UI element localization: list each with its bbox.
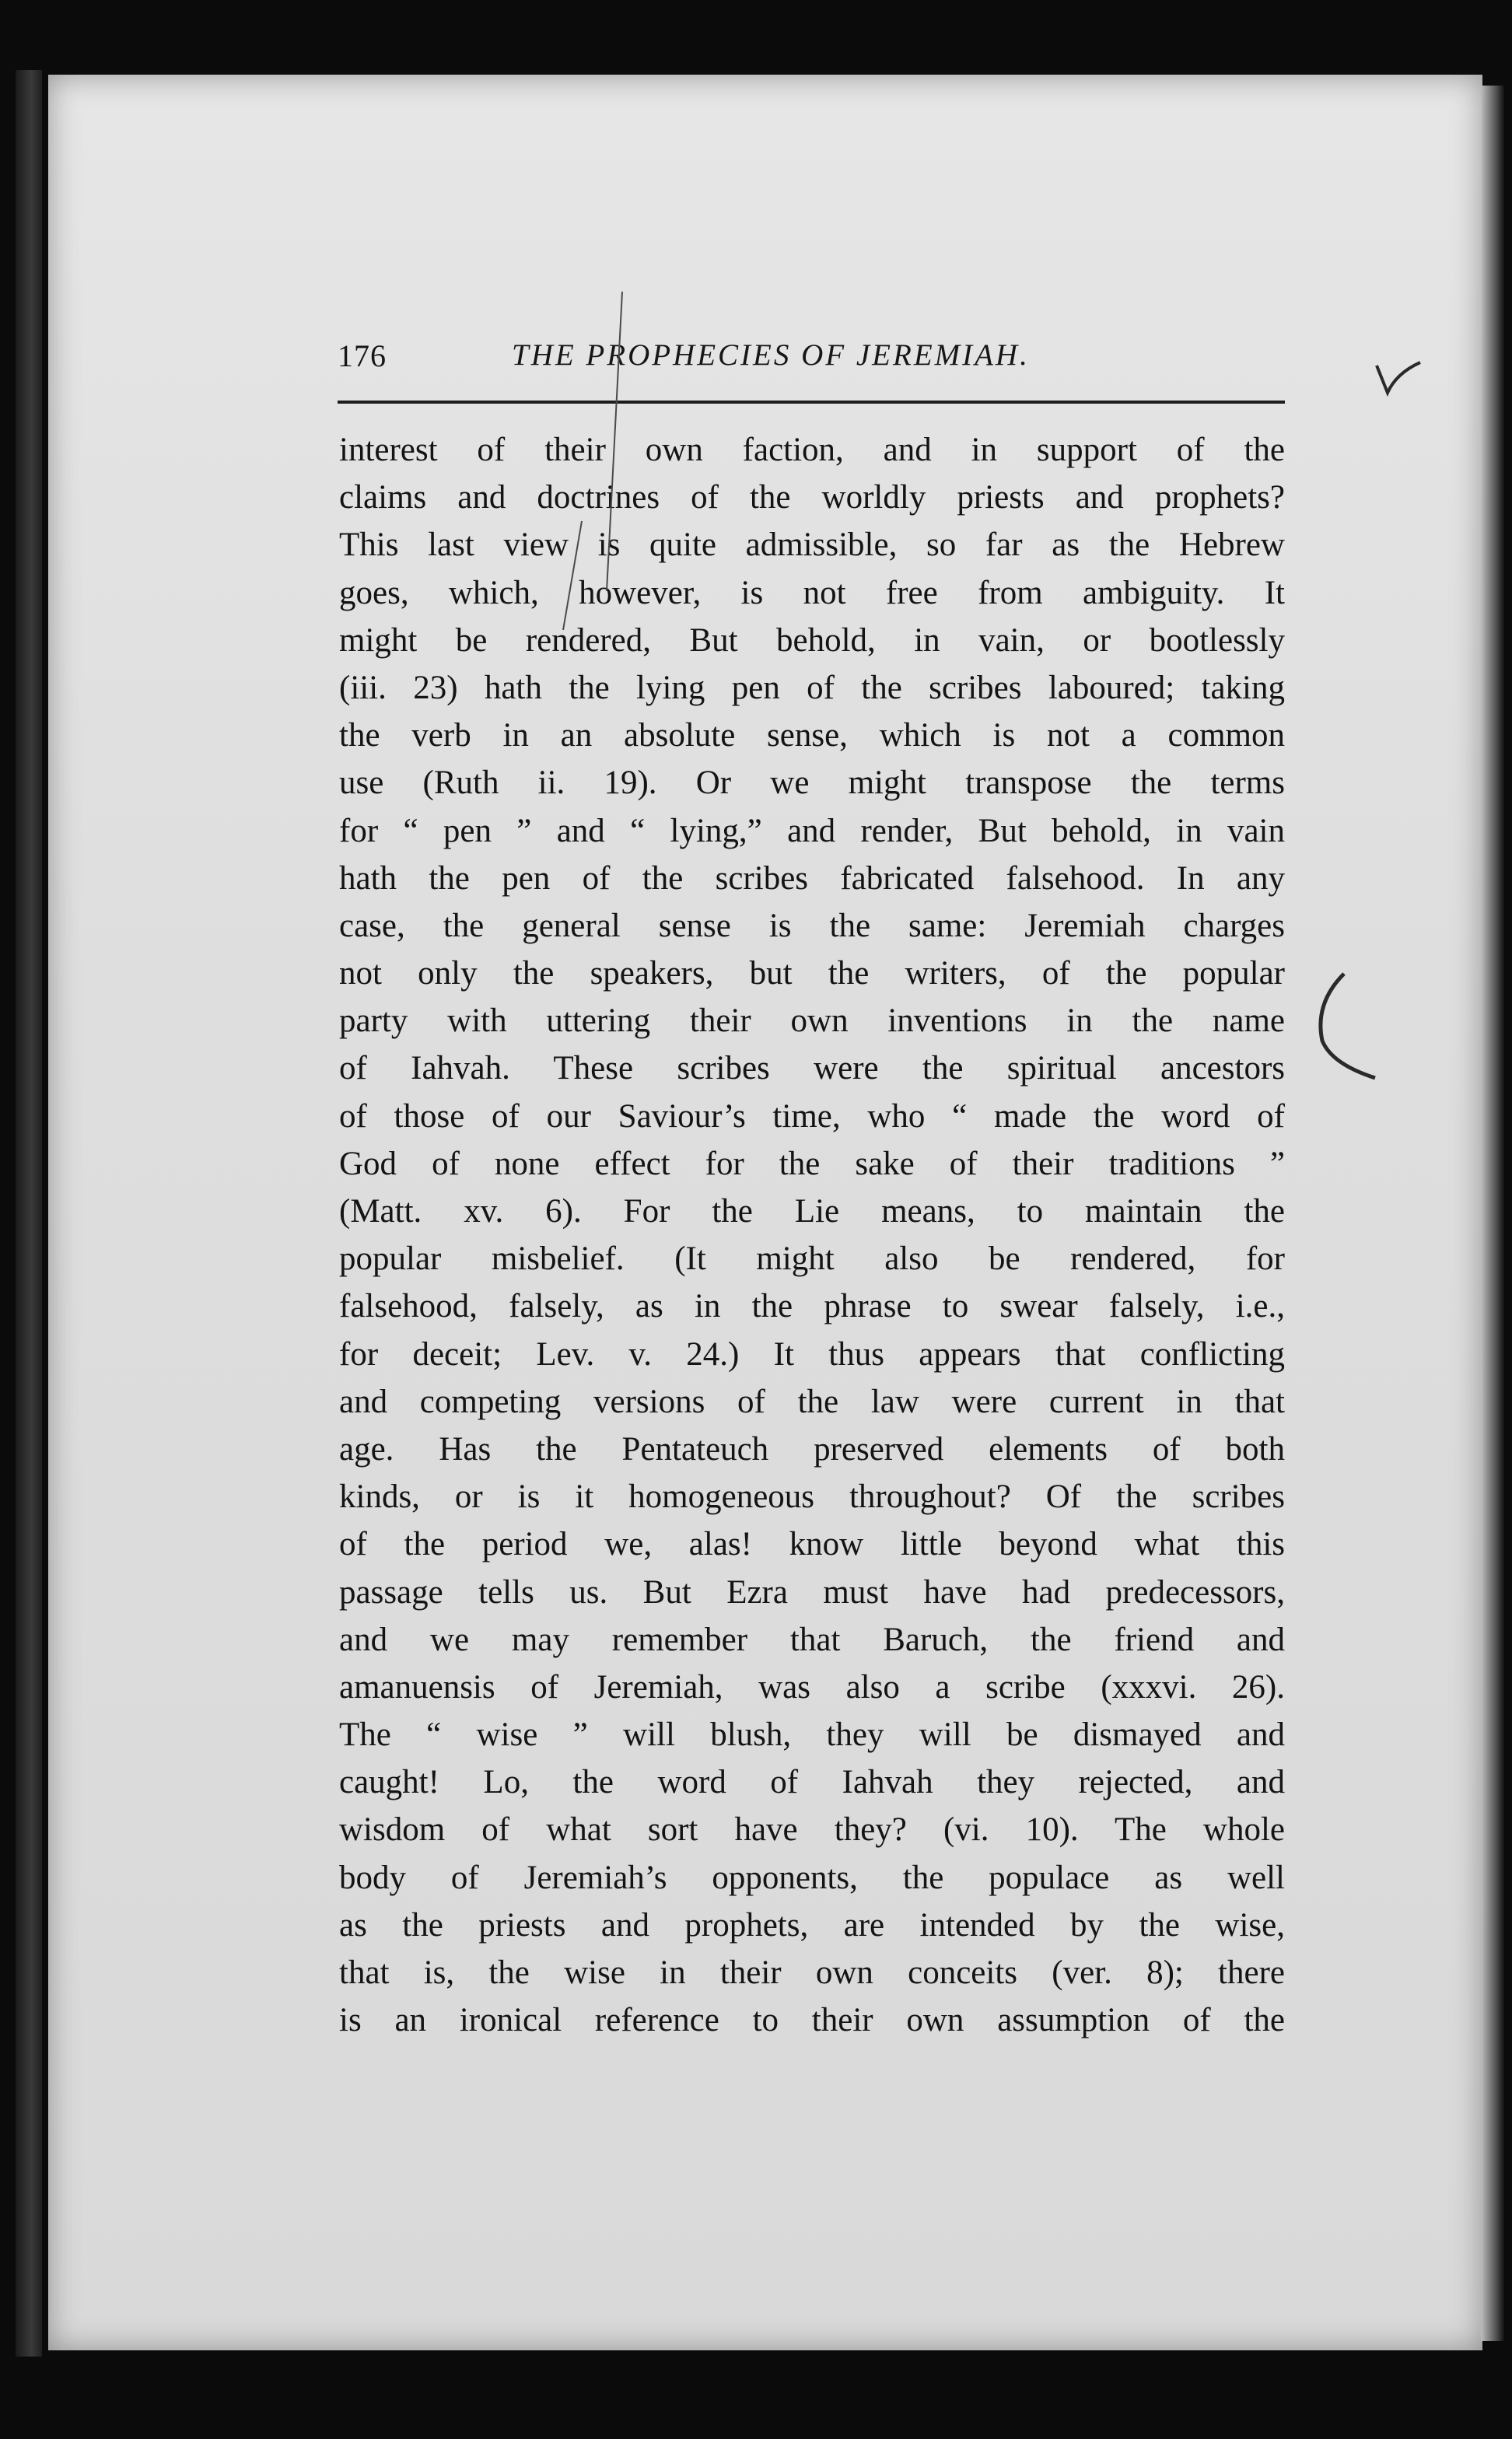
text-line (339, 1664, 1285, 1711)
text-line (339, 712, 1285, 759)
text-line (339, 997, 1285, 1045)
line-segment: of Iahvah. These scribes were the spiritual ancestors (339, 1050, 1285, 1087)
body-text (339, 426, 1285, 2044)
text-line (339, 1045, 1285, 1092)
text-line (339, 1235, 1285, 1282)
line-segment: God of none effect for the sake of their traditions ” (339, 1145, 1285, 1182)
text-line (339, 617, 1285, 664)
text-line (339, 1711, 1285, 1758)
text-line (339, 950, 1285, 997)
line-segment: claims and doctrines of the worldly priests and prophets? (339, 479, 1285, 516)
text-line (339, 1093, 1285, 1140)
text-line (339, 569, 1285, 617)
text-line (339, 521, 1285, 569)
text-line (339, 1331, 1285, 1378)
line-segment: falsehood, falsely, as in the phrase to swear falsely, i.e., (339, 1288, 1285, 1325)
text-line (339, 1520, 1285, 1568)
line-segment: age. Has the Pentateuch preserved elements of both (339, 1430, 1285, 1468)
line-segment: not only the speakers, but the writers, of the popular (339, 955, 1285, 992)
line-segment: is an ironical reference to their own assumption of the (339, 2002, 1285, 2039)
text-line (339, 1569, 1285, 1616)
text-line (339, 1854, 1285, 1902)
text-line (339, 1378, 1285, 1426)
line-segment: goes, which, however, is not free from ambiguity. It (339, 574, 1285, 611)
line-segment: the verb in an absolute sense, which is not a common (339, 717, 1285, 754)
line-segment: and competing versions of the law were current in that (339, 1383, 1285, 1420)
header-rule (338, 401, 1285, 404)
line-segment: popular misbelief. (It might also be rendered, for (339, 1240, 1285, 1278)
line-segment: and we may remember that Baruch, the friend and (339, 1621, 1285, 1658)
text-line (339, 474, 1285, 521)
line-segment: This last view is quite admissible, so far as the Hebrew (339, 527, 1285, 564)
text-line (339, 1996, 1285, 2044)
line-segment: The “ wise ” will blush, they will be dismayed and (339, 1716, 1285, 1754)
line-segment: interest of their own faction, and in support of the (339, 432, 1285, 468)
text-line (339, 807, 1285, 855)
text-line (339, 1282, 1285, 1330)
line-segment: case, the general sense is the same: Jeremiah charges (339, 907, 1285, 944)
line-segment: body of Jeremiah’s opponents, the populace as well (339, 1859, 1285, 1896)
line-segment: kinds, or is it homogeneous throughout? Of the scribes (339, 1478, 1285, 1516)
text-line (339, 426, 1285, 474)
line-segment: passage tells us. But Ezra must have had predecessors, (339, 1573, 1285, 1611)
line-segment: that is, the wise in their own conceits (ver. 8); there (339, 1954, 1285, 1991)
text-line (339, 1140, 1285, 1188)
text-line (339, 759, 1285, 807)
text-line (339, 1426, 1285, 1473)
text-line (339, 855, 1285, 902)
line-segment: (Matt. xv. 6). For the Lie means, to maintain the (339, 1193, 1285, 1230)
line-segment: as the priests and prophets, are intended by the wise, (339, 1906, 1285, 1944)
running-title: THE PROPHECIES OF JEREMIAH. (512, 338, 1030, 372)
text-line (339, 1949, 1285, 1996)
line-segment: of those of our Saviour’s time, who “ made the word of (339, 1097, 1285, 1135)
text-line (339, 902, 1285, 950)
page-number: 176 (338, 338, 387, 373)
line-segment: (iii. 23) hath the lying pen of the scribes laboured; taking (339, 669, 1285, 706)
line-segment: amanuensis of Jeremiah, was also a scribe (xxxvi. 26). (339, 1668, 1285, 1706)
line-segment: caught! Lo, the word of Iahvah they rejected, and (339, 1764, 1285, 1801)
page-header (338, 338, 1285, 384)
line-segment: of the period we, alas! know little beyond what this (339, 1526, 1285, 1563)
text-line (339, 1758, 1285, 1806)
text-line (339, 664, 1285, 712)
text-line (339, 1473, 1285, 1520)
line-segment: use (Ruth ii. 19). Or we might transpose the terms (339, 765, 1285, 802)
line-segment: hath the pen of the scribes fabricated falsehood. In any (339, 859, 1285, 897)
text-line (339, 1188, 1285, 1235)
line-segment: might be rendered, But behold, in vain, or bootlessly (339, 621, 1285, 659)
text-line (339, 1616, 1285, 1664)
book-spine-edge (16, 70, 42, 2357)
line-segment: wisdom of what sort have they? (vi. 10). The whole (339, 1811, 1285, 1849)
text-line (339, 1902, 1285, 1949)
page-right-edge (1481, 86, 1504, 2341)
line-segment: for deceit; Lev. v. 24.) It thus appears that conflicting (339, 1335, 1285, 1373)
line-segment: party with uttering their own inventions in the name (339, 1003, 1285, 1040)
text-line (339, 1806, 1285, 1853)
line-segment: for “ pen ” and “ lying,” and render, But behold, in vain (339, 812, 1285, 849)
